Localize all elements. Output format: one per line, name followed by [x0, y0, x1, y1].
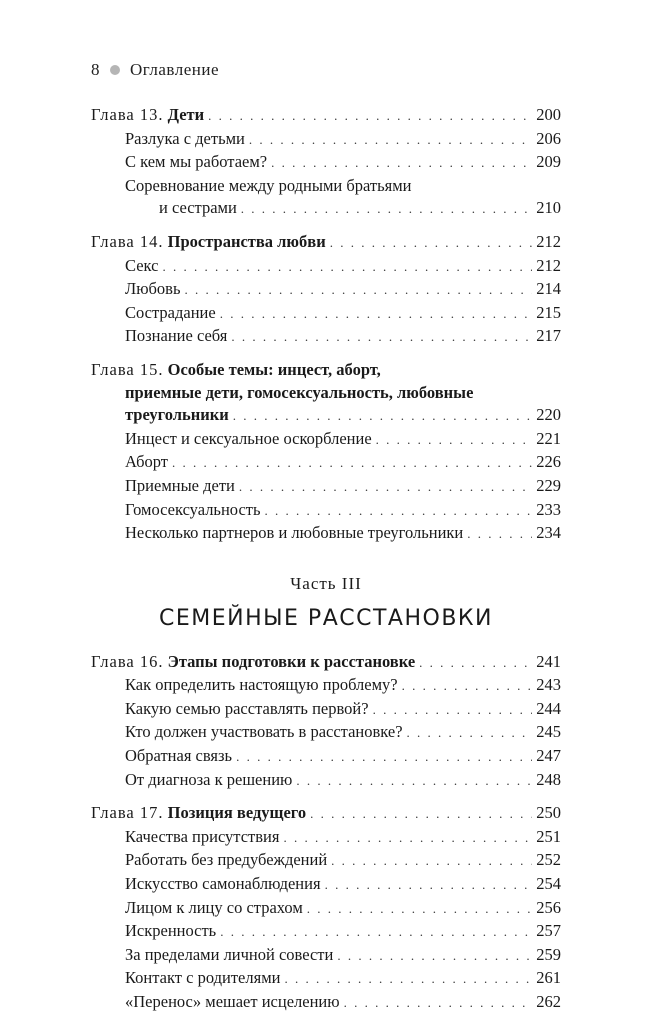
- chapter-label: Глава 14.: [91, 231, 164, 251]
- chapter-title: Позиция ведущего: [167, 803, 307, 823]
- table-of-contents: [91, 104, 561, 1025]
- entry-title: Приемные дети: [125, 475, 235, 495]
- page-ref: 245: [536, 722, 561, 742]
- dot-leader: [236, 746, 532, 769]
- entry-title: Инцест и сексуальное оскорбление: [125, 428, 372, 448]
- page-ref: 212: [536, 231, 561, 251]
- entry-title: Работать без предубеждений: [125, 850, 328, 870]
- entry-title: Обратная связь: [125, 746, 233, 766]
- toc-entry[interactable]: [91, 745, 561, 769]
- entry-title: «Перенос» мешает исцелению: [125, 992, 340, 1011]
- toc-entry[interactable]: [91, 873, 561, 897]
- page-ref: 261: [536, 968, 561, 988]
- page-ref: 241: [536, 651, 561, 671]
- dot-leader: [184, 279, 532, 302]
- toc-entry[interactable]: [91, 897, 561, 921]
- dot-leader: [284, 968, 532, 991]
- toc-entry[interactable]: [91, 475, 561, 499]
- page-ref: 250: [536, 803, 561, 823]
- entry-title: За пределами личной совести: [125, 944, 334, 964]
- chapter-heading-line3[interactable]: [91, 404, 561, 428]
- dot-leader: [325, 874, 533, 897]
- dot-leader: [337, 945, 532, 968]
- chapter-title: Дети: [167, 105, 205, 124]
- toc-entry[interactable]: [91, 991, 561, 1015]
- dot-leader: [467, 523, 532, 546]
- part-title: СЕМЕЙНЫЕ РАССТАНОВКИ: [158, 605, 493, 631]
- page-ref: 209: [536, 152, 561, 172]
- running-title: Оглавление: [130, 60, 219, 79]
- toc-entry[interactable]: [91, 674, 561, 698]
- dot-leader: [330, 232, 533, 255]
- chapter-15: [91, 359, 561, 546]
- dot-leader: [296, 770, 532, 793]
- entry-title: Соревнование между родными братьями: [125, 175, 412, 195]
- chapter-heading[interactable]: [91, 231, 561, 255]
- dot-leader: [172, 452, 532, 475]
- page-ref: 244: [536, 698, 561, 718]
- chapter-heading[interactable]: [91, 104, 561, 128]
- toc-entry[interactable]: [91, 278, 561, 302]
- toc-entry[interactable]: [91, 967, 561, 991]
- entry-title: Лицом к лицу со страхом: [125, 897, 303, 917]
- entry-title: Искренность: [125, 921, 217, 941]
- chapter-14: [91, 231, 561, 349]
- entry-title: Искусство самонаблюдения: [125, 874, 321, 894]
- chapter-16: [91, 651, 561, 793]
- dot-leader: [208, 105, 532, 128]
- dot-leader: [271, 152, 532, 175]
- page-ref: 252: [536, 850, 561, 870]
- toc-entry[interactable]: [91, 128, 561, 152]
- chapter-heading-line2[interactable]: [91, 382, 561, 405]
- dot-leader: [162, 256, 532, 279]
- toc-entry[interactable]: [91, 826, 561, 850]
- chapter-title: Особые темы: инцест, аборт,: [167, 359, 381, 379]
- page-ref: 220: [536, 405, 561, 425]
- dot-leader: [344, 992, 533, 1015]
- page-ref: 234: [536, 523, 561, 543]
- toc-entry[interactable]: [91, 499, 561, 523]
- toc-entry[interactable]: [91, 325, 561, 349]
- entry-title: Сострадание: [125, 302, 216, 322]
- entry-title: Секс: [125, 255, 159, 275]
- entry-title: Как определить настоящую проблему?: [125, 675, 398, 695]
- entry-title: Несколько партнеров и любовные треугольники: [125, 523, 464, 543]
- toc-entry[interactable]: [91, 302, 561, 326]
- entry-title: С кем мы работаем?: [125, 152, 268, 172]
- chapter-17: [91, 802, 561, 1014]
- dot-leader: [376, 429, 533, 452]
- toc-entry[interactable]: [91, 721, 561, 745]
- chapter-title: Пространства любви: [167, 231, 326, 251]
- page-ref: 214: [536, 279, 561, 299]
- page-ref: 233: [536, 499, 561, 519]
- toc-entry[interactable]: [91, 944, 561, 968]
- page-ref: 243: [536, 675, 561, 695]
- dot-leader: [220, 921, 532, 944]
- dot-leader: [239, 476, 532, 499]
- part-label: Часть III: [290, 573, 362, 593]
- page-ref: 248: [536, 769, 561, 789]
- bullet-dot-icon: [110, 65, 120, 75]
- chapter-13: [91, 104, 561, 221]
- dot-leader: [407, 722, 533, 745]
- page-ref: 229: [536, 475, 561, 495]
- toc-entry[interactable]: [91, 428, 561, 452]
- page-ref: 200: [536, 105, 561, 124]
- running-head: [91, 60, 219, 80]
- toc-entry[interactable]: [91, 698, 561, 722]
- toc-entry[interactable]: [91, 151, 561, 175]
- entry-title: Любовь: [125, 279, 181, 299]
- dot-leader: [231, 326, 532, 349]
- dot-leader: [220, 303, 533, 326]
- page-ref: 254: [536, 874, 561, 894]
- toc-entry[interactable]: [91, 255, 561, 279]
- dot-leader: [310, 803, 532, 826]
- toc-entry-line2[interactable]: [91, 197, 561, 221]
- page-ref: 226: [536, 452, 561, 472]
- chapter-label: Глава 17.: [91, 803, 164, 823]
- page-ref: 247: [536, 746, 561, 766]
- page-ref: 251: [536, 826, 561, 846]
- dot-leader: [402, 675, 533, 698]
- chapter-title-cont: приемные дети, гомосексуальность, любовные: [125, 382, 474, 402]
- dot-leader: [419, 652, 532, 675]
- toc-entry-line1[interactable]: [91, 175, 561, 198]
- dot-leader: [241, 198, 532, 221]
- dot-leader: [307, 898, 532, 921]
- entry-title: Какую семью расставлять первой?: [125, 698, 369, 718]
- entry-title: Гомосексуальность: [125, 499, 261, 519]
- dot-leader: [331, 850, 532, 873]
- entry-title: Кто должен участвовать в расстановке?: [125, 722, 403, 742]
- entry-title: Контакт с родителями: [125, 968, 281, 988]
- chapter-label: Глава 15.: [91, 359, 164, 379]
- chapter-heading-line1[interactable]: [91, 359, 561, 382]
- entry-title: Аборт: [125, 452, 168, 472]
- page-ref: 256: [536, 897, 561, 917]
- toc-entry[interactable]: [91, 920, 561, 944]
- chapter-title-cont: треугольники: [125, 405, 229, 425]
- toc-entry[interactable]: [91, 451, 561, 475]
- toc-entry[interactable]: [91, 769, 561, 793]
- page-ref: 210: [536, 198, 561, 218]
- dot-leader: [233, 405, 532, 428]
- page-ref: 212: [536, 255, 561, 275]
- page-number: 8: [91, 60, 100, 79]
- page-ref: 262: [536, 992, 561, 1011]
- dot-leader: [265, 500, 533, 523]
- toc-entry[interactable]: [91, 522, 561, 546]
- chapter-heading[interactable]: [91, 651, 561, 675]
- entry-title: Разлука с детьми: [125, 128, 245, 148]
- page-ref: 217: [536, 326, 561, 346]
- entry-title-cont: и сестрами: [159, 198, 237, 218]
- entry-title: Качества присутствия: [125, 826, 280, 846]
- chapter-title: Этапы подготовки к расстановке: [167, 651, 416, 671]
- entry-title: Познание себя: [125, 326, 228, 346]
- page-ref: 257: [536, 921, 561, 941]
- toc-entry[interactable]: [91, 849, 561, 873]
- entry-title: От диагноза к решению: [125, 769, 293, 789]
- chapter-label: Глава 16.: [91, 651, 164, 671]
- dot-leader: [283, 827, 532, 850]
- page-ref: 215: [536, 302, 561, 322]
- page-ref: 206: [536, 128, 561, 148]
- chapter-heading[interactable]: [91, 802, 561, 826]
- dot-leader: [373, 699, 533, 722]
- chapter-label: Глава 13.: [91, 105, 164, 124]
- page-ref: 221: [536, 428, 561, 448]
- page-ref: 259: [536, 944, 561, 964]
- dot-leader: [249, 129, 532, 152]
